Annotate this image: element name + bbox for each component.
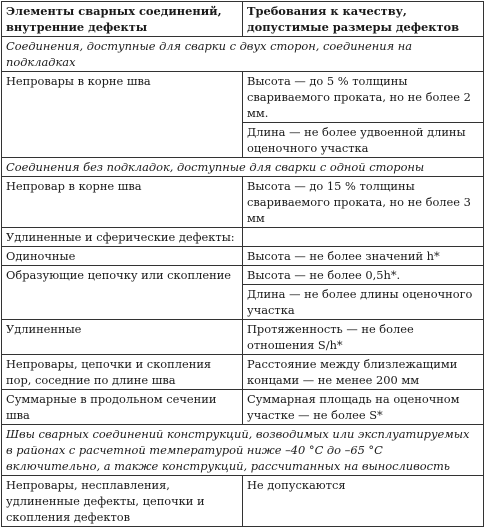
header-elements: Элементы сварных соединений, внутренние дефекты: [2, 2, 243, 37]
table-row: [2, 320, 484, 355]
row-value: [243, 72, 484, 158]
value-line: Высота — до 5 % толщины свариваемого проката, но не более 2 мм.: [247, 74, 471, 120]
row-label: Удлиненные: [2, 320, 243, 355]
row-label: Образующие цепочку или скопление: [2, 266, 243, 320]
section-row: [2, 37, 484, 72]
value-line: Длина — не более длины оценочного участка: [243, 284, 483, 319]
section-row: [2, 158, 484, 177]
value-line: Высота — не более 0,5h*.: [247, 268, 401, 282]
header-requirements: Требования к качеству, допустимые размеры дефектов: [243, 2, 484, 37]
table-row: [2, 266, 484, 320]
table-row: [2, 390, 484, 425]
section-low-temperature: Швы сварных соединений конструкций, возводимых или эксплуатируемых в районах с расчетной температурой ниже –40 °С до –65 °С включительно, а также конструкций, рассчитанных на выносливость: [2, 425, 484, 476]
section-two-side: Соединения, доступные для сварки с двух сторон, соединения на подкладках: [2, 37, 484, 72]
table-header-row: [2, 2, 484, 37]
row-value: Расстояние между близлежащими концами — не менее 200 мм: [243, 355, 484, 390]
row-label: Одиночные: [2, 247, 243, 266]
row-value: Протяженность — не более отношения S/h*: [243, 320, 484, 355]
row-label: Непровары, несплавления, удлиненные дефекты, цепочки и скопления дефектов: [2, 476, 243, 527]
defects-requirements-table: [1, 1, 484, 527]
value-line: Длина — не более удвоенной длины оценочного участка: [243, 122, 483, 157]
table-row: [2, 228, 484, 247]
row-value: [243, 266, 484, 320]
row-value: Не допускаются: [243, 476, 484, 527]
table-row: [2, 177, 484, 228]
table-row: [2, 72, 484, 158]
row-label: Непровары, цепочки и скопления пор, соседние по длине шва: [2, 355, 243, 390]
table-row: [2, 247, 484, 266]
row-value: [243, 228, 484, 247]
row-value: Суммарная площадь на оценочном участке — не более S*: [243, 390, 484, 425]
row-label: Непровары в корне шва: [2, 72, 243, 158]
row-label: Удлиненные и сферические дефекты:: [2, 228, 243, 247]
row-label: Суммарные в продольном сечении шва: [2, 390, 243, 425]
row-label: Непровар в корне шва: [2, 177, 243, 228]
section-row: [2, 425, 484, 476]
section-one-side: Соединения без подкладок, доступные для сварки с одной стороны: [2, 158, 484, 177]
table-row: [2, 476, 484, 527]
row-value: Высота — не более значений h*: [243, 247, 484, 266]
table-row: [2, 355, 484, 390]
row-value: Высота — до 15 % толщины свариваемого проката, но не более 3 мм: [243, 177, 484, 228]
